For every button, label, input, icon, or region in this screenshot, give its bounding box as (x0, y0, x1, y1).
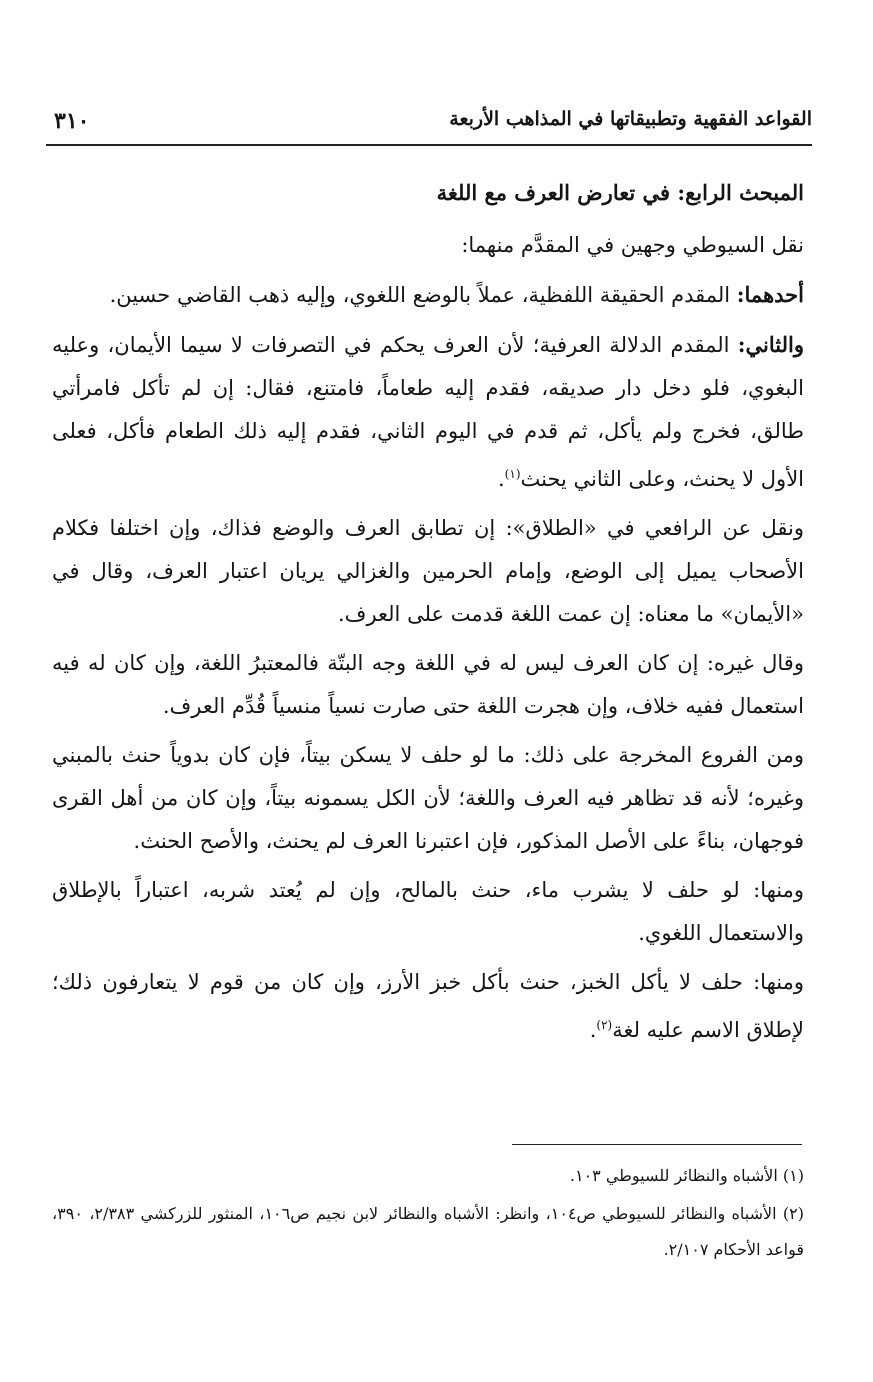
paragraph (52, 869, 804, 955)
footnote-marker: (٢) (596, 1018, 613, 1032)
paragraph-text: ومن الفروع المخرجة على ذلك: ما لو حلف لا يسكن بيتاً، فإن كان بدوياً حنث بالمبني وغيره؛ لأنه قد تظاهر فيه العرف واللغة؛ لأن الكل يسمونه بيتاً، وإن كان من أهل القرى فوجهان، بناءً على الأصل المذكور، فإن اعتبرنا العرف لم يحنث، والأصح الحنث. (52, 743, 804, 853)
paragraph-text: المقدم الدلالة العرفية؛ لأن العرف يحكم في التصرفات لا سيما الأيمان، وعليه البغوي، فلو دخل دار صديقه، فقدم إليه طعاماً، فامتنع، فقال: إن لم تأكل فامرأتي طالق، فخرج ولم يأكل، ثم قدم في اليوم الثاني، فقدم إليه ذلك الطعام فأكل، فعلى الأول لا يحنث، وعلى الثاني يحنث (52, 333, 804, 491)
paragraph (52, 323, 804, 501)
body-text (52, 172, 804, 1058)
paragraph-text: نقل السيوطي وجهين في المقدَّم منهما: (461, 233, 804, 257)
footnote-rule (512, 1144, 802, 1145)
paragraph-text: وقال غيره: إن كان العرف ليس له في اللغة وجه البتّة فالمعتبرُ اللغة، وإن كان له فيه استعمال ففيه خلاف، وإن هجرت اللغة حتى صارت نسياً منسياً قُدِّم العرف. (52, 651, 804, 718)
paragraph-text: ومنها: لو حلف لا يشرب ماء، حنث بالمالح، وإن لم يُعتد شربه، اعتباراً بالإطلاق والاستعمال اللغوي. (52, 878, 804, 945)
paragraph-text: ونقل عن الرافعي في «الطلاق»: إن تطابق العرف والوضع فذاك، وإن اختلفا فكلام الأصحاب يميل إلى الوضع، وإمام الحرمين والغزالي يريان اعتبار العرف، وقال في «الأيمان» ما معناه: إن عمت اللغة قدمت على العرف. (52, 516, 804, 626)
paragraph (52, 734, 804, 863)
section-heading: المبحث الرابع: في تعارض العرف مع اللغة (436, 180, 804, 205)
paragraph-lead: أحدهما: (736, 282, 804, 307)
header-rule (46, 144, 812, 146)
paragraph-tail: . (589, 1018, 597, 1042)
footnotes (52, 1158, 804, 1270)
page-header (46, 108, 812, 140)
paragraph (52, 273, 804, 317)
footnote: (٢) الأشباه والنظائر للسيوطي ص١٠٤، وانظر: الأشباه والنظائر لابن نجيم ص١٠٦، المنثور للزركشي ٢/٣٨٣، ٣٩٠، قواعد الأحكام ٢/١٠٧. (52, 1204, 804, 1259)
paragraph-text: المقدم الحقيقة اللفظية، عملاً بالوضع اللغوي، وإليه ذهب القاضي حسين. (109, 283, 737, 307)
paragraph-text: ومنها: حلف لا يأكل الخبز، حنث بأكل خبز الأرز، وإن كان من قوم لا يتعارفون ذلك؛ لإطلاق الاسم عليه لغة (52, 970, 804, 1042)
footnote: (١) الأشباه والنظائر للسيوطي ١٠٣. (569, 1166, 804, 1185)
footnote-marker: (١) (504, 467, 521, 481)
paragraph (52, 642, 804, 728)
paragraph (52, 961, 804, 1052)
paragraph (52, 507, 804, 636)
paragraph-lead: والثاني: (737, 332, 804, 357)
paragraph (52, 224, 804, 267)
paragraph-tail: . (497, 467, 505, 491)
page-number: ٣١٠ (54, 108, 90, 134)
running-title: القواعد الفقهية وتطبيقاتها في المذاهب الأربعة (449, 108, 812, 130)
